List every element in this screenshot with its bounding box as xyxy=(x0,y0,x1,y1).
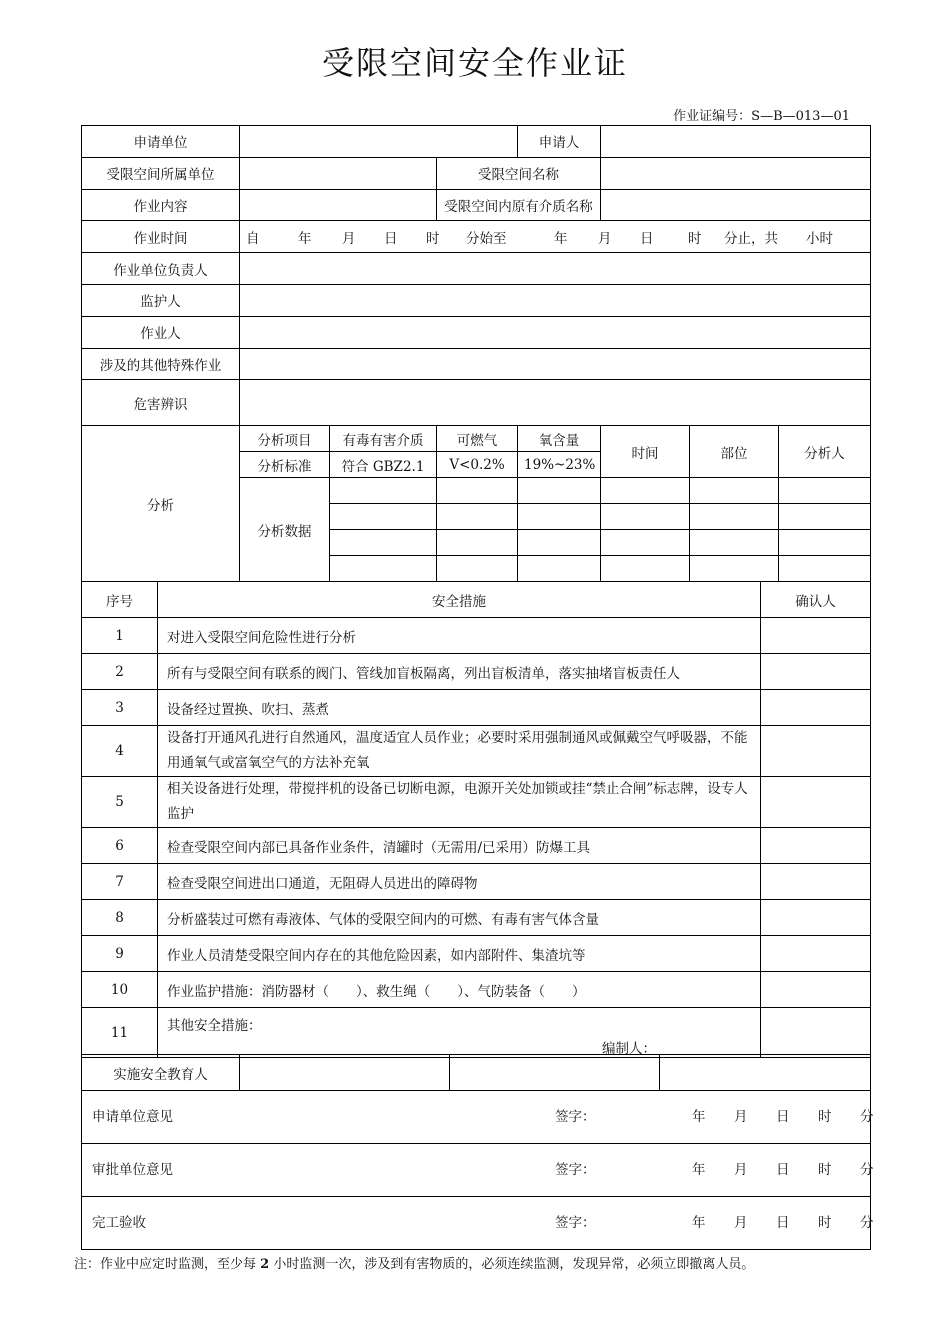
measure-no: 5 xyxy=(82,777,158,828)
analysis-label: 分析 xyxy=(82,426,240,582)
measure-no: 8 xyxy=(82,900,158,936)
analysis-data-cell[interactable] xyxy=(330,530,437,556)
measure-text: 分析盛装过可燃有毒液体、气体的受限空间内的可燃、有毒有害气体含量 xyxy=(158,900,761,936)
time-part: 自 xyxy=(246,230,260,247)
col-no-header: 序号 xyxy=(82,582,158,618)
worker-label: 作业人 xyxy=(82,316,240,348)
confirm-field[interactable] xyxy=(761,1008,871,1058)
space-owner-field[interactable] xyxy=(240,157,437,189)
work-time-field[interactable] xyxy=(240,221,871,253)
time-part: 月 xyxy=(342,230,356,247)
analysis-data-cell[interactable] xyxy=(518,530,601,556)
other-special-field[interactable] xyxy=(240,348,871,380)
confirm-field[interactable] xyxy=(761,654,871,690)
confirm-field[interactable] xyxy=(761,690,871,726)
analysis-data-cell[interactable] xyxy=(690,556,779,582)
analysis-data-cell[interactable] xyxy=(330,478,437,504)
hazard-label: 危害辨识 xyxy=(82,380,240,426)
confirm-field[interactable] xyxy=(761,618,871,654)
measure-no: 7 xyxy=(82,864,158,900)
measure-text: 检查受限空间进出口通道，无阻碍人员进出的障碍物 xyxy=(158,864,761,900)
permit-header-table xyxy=(81,125,871,582)
other-special-label: 涉及的其他特殊作业 xyxy=(82,348,240,380)
safety-measures-table xyxy=(81,581,871,1058)
analysis-standard-flammable: V<0.2% xyxy=(437,452,518,478)
measure-no: 10 xyxy=(82,972,158,1008)
analysis-item-oxygen: 氧含量 xyxy=(518,426,601,452)
date-fields: 年 月 日 时 分 xyxy=(692,1215,874,1231)
confirm-field[interactable] xyxy=(761,864,871,900)
footnote xyxy=(74,1253,754,1272)
worker-field[interactable] xyxy=(240,316,871,348)
analysis-data-cell[interactable] xyxy=(437,478,518,504)
confirm-field[interactable] xyxy=(761,972,871,1008)
analysis-data-cell[interactable] xyxy=(690,530,779,556)
analysis-data-cell[interactable] xyxy=(330,504,437,530)
measure-text: 相关设备进行处理，带搅拌机的设备已切断电源，电源开关处加锁或挂“禁止合闸”标志牌，设专人监护 xyxy=(158,777,761,828)
measure-no: 4 xyxy=(82,726,158,777)
date-fields: 年 月 日 时 分 xyxy=(692,1162,874,1178)
analysis-data-cell[interactable] xyxy=(779,504,871,530)
time-part: 月 xyxy=(598,230,612,247)
measure-text: 作业人员清楚受限空间内存在的其他危险因素，如内部附件、集渣坑等 xyxy=(158,936,761,972)
col-confirm-header: 确认人 xyxy=(761,582,871,618)
space-name-label: 受限空间名称 xyxy=(437,157,601,189)
time-part: 时 xyxy=(426,230,440,247)
measure-no: 9 xyxy=(82,936,158,972)
original-medium-field[interactable] xyxy=(601,189,871,221)
analysis-data-cell[interactable] xyxy=(437,530,518,556)
measure-text: 设备经过置换、吹扫、蒸煮 xyxy=(158,690,761,726)
space-name-field[interactable] xyxy=(601,157,871,189)
confirm-field[interactable] xyxy=(761,936,871,972)
time-part: 年 xyxy=(554,230,568,247)
apply-unit-field[interactable] xyxy=(240,126,518,158)
sign-label: 签字： xyxy=(555,1215,596,1231)
measure-text: 作业监护措施：消防器材（ ）、救生绳（ ）、气防装备（ ） xyxy=(158,972,761,1008)
measure-no: 11 xyxy=(82,1008,158,1058)
measure-no: 1 xyxy=(82,618,158,654)
hazard-field[interactable] xyxy=(240,380,871,426)
analysis-data-cell[interactable] xyxy=(330,556,437,582)
analysis-data-cell[interactable] xyxy=(518,504,601,530)
approve-opinion-label: 审批单位意见 xyxy=(92,1162,173,1178)
analysis-standard-toxic: 符合 GBZ2.1 xyxy=(330,452,437,478)
analysis-data-cell[interactable] xyxy=(690,478,779,504)
work-content-label: 作业内容 xyxy=(82,189,240,221)
approvals-table xyxy=(81,1090,874,1250)
analysis-time-header: 时间 xyxy=(601,426,690,478)
analysis-data-cell[interactable] xyxy=(518,556,601,582)
analysis-data-cell[interactable] xyxy=(601,556,690,582)
time-part: 小时 xyxy=(806,230,833,247)
measure-text: 对进入受限空间危险性进行分析 xyxy=(158,618,761,654)
date-fields: 年 月 日 时 分 xyxy=(692,1109,874,1125)
footnote-bold: 2 xyxy=(260,1257,270,1272)
analysis-item-label: 分析项目 xyxy=(240,426,330,452)
analysis-data-cell[interactable] xyxy=(437,556,518,582)
col-measure-header: 安全措施 xyxy=(158,582,761,618)
apply-unit-label: 申请单位 xyxy=(82,126,240,158)
time-part: 年 xyxy=(298,230,312,247)
time-part: 日 xyxy=(384,230,398,247)
analysis-item-toxic: 有毒有害介质 xyxy=(330,426,437,452)
analysis-data-cell[interactable] xyxy=(601,478,690,504)
analysis-data-cell[interactable] xyxy=(779,478,871,504)
compiler-label: 编制人： xyxy=(602,1041,656,1057)
page-title: 受限空间安全作业证 xyxy=(321,44,628,82)
analysis-data-label: 分析数据 xyxy=(240,478,330,582)
footnote-suffix: 小时监测一次，涉及到有害物质的，必须连续监测，发现异常，必须立即撤离人员。 xyxy=(269,1257,755,1272)
analysis-analyst-header: 分析人 xyxy=(779,426,871,478)
completion-row[interactable] xyxy=(82,1197,874,1250)
analysis-data-cell[interactable] xyxy=(601,530,690,556)
confirm-field[interactable] xyxy=(761,828,871,864)
original-medium-label: 受限空间内原有介质名称 xyxy=(437,189,601,221)
apply-opinion-row[interactable] xyxy=(82,1091,874,1144)
education-field[interactable] xyxy=(660,1055,871,1091)
education-table xyxy=(81,1054,871,1091)
confirm-field[interactable] xyxy=(761,726,871,777)
work-content-field[interactable] xyxy=(240,189,437,221)
measure-no: 2 xyxy=(82,654,158,690)
apply-opinion-label: 申请单位意见 xyxy=(92,1109,173,1125)
measure-text: 其他安全措施： xyxy=(167,1018,262,1034)
analysis-standard-oxygen: 19%~23% xyxy=(518,452,601,478)
applicant-label: 申请人 xyxy=(518,126,601,158)
leader-label: 作业单位负责人 xyxy=(82,253,240,285)
analysis-data-cell[interactable] xyxy=(690,504,779,530)
measure-no: 3 xyxy=(82,690,158,726)
analysis-data-cell[interactable] xyxy=(518,478,601,504)
education-label: 实施安全教育人 xyxy=(82,1055,240,1091)
measure-no: 6 xyxy=(82,828,158,864)
time-part: 分止，共 xyxy=(724,230,778,247)
leader-field[interactable] xyxy=(240,253,871,285)
analysis-data-cell[interactable] xyxy=(779,556,871,582)
measure-text: 设备打开通风孔进行自然通风，温度适宜人员作业；必要时采用强制通风或佩戴空气呼吸器，不能用通氧气或富氧空气的方法补充氧 xyxy=(158,726,761,777)
analysis-item-flammable: 可燃气 xyxy=(437,426,518,452)
time-part: 日 xyxy=(640,230,654,247)
confirm-field[interactable] xyxy=(761,900,871,936)
education-field[interactable] xyxy=(450,1055,660,1091)
completion-label: 完工验收 xyxy=(92,1215,146,1231)
time-part: 时 xyxy=(688,230,702,247)
sign-label: 签字： xyxy=(555,1109,596,1125)
measure-text: 检查受限空间内部已具备作业条件，清罐时（无需用/已采用）防爆工具 xyxy=(158,828,761,864)
approve-opinion-row[interactable] xyxy=(82,1144,874,1197)
time-part: 分始至 xyxy=(466,230,507,247)
guardian-field[interactable] xyxy=(240,284,871,316)
measure-other[interactable] xyxy=(158,1008,761,1058)
space-owner-label: 受限空间所属单位 xyxy=(82,157,240,189)
analysis-data-cell[interactable] xyxy=(601,504,690,530)
work-time-label: 作业时间 xyxy=(82,221,240,253)
permit-number: 作业证编号：S—B—013—01 xyxy=(673,109,850,124)
sign-label: 签字： xyxy=(555,1162,596,1178)
guardian-label: 监护人 xyxy=(82,284,240,316)
analysis-data-cell[interactable] xyxy=(779,530,871,556)
applicant-field[interactable] xyxy=(601,126,871,158)
footnote-prefix: 注：作业中应定时监测，至少每 xyxy=(74,1257,261,1272)
education-field[interactable] xyxy=(240,1055,450,1091)
analysis-data-cell[interactable] xyxy=(437,504,518,530)
analysis-location-header: 部位 xyxy=(690,426,779,478)
analysis-standard-label: 分析标准 xyxy=(240,452,330,478)
confirm-field[interactable] xyxy=(761,777,871,828)
measure-text: 所有与受限空间有联系的阀门、管线加盲板隔离，列出盲板清单，落实抽堵盲板责任人 xyxy=(158,654,761,690)
